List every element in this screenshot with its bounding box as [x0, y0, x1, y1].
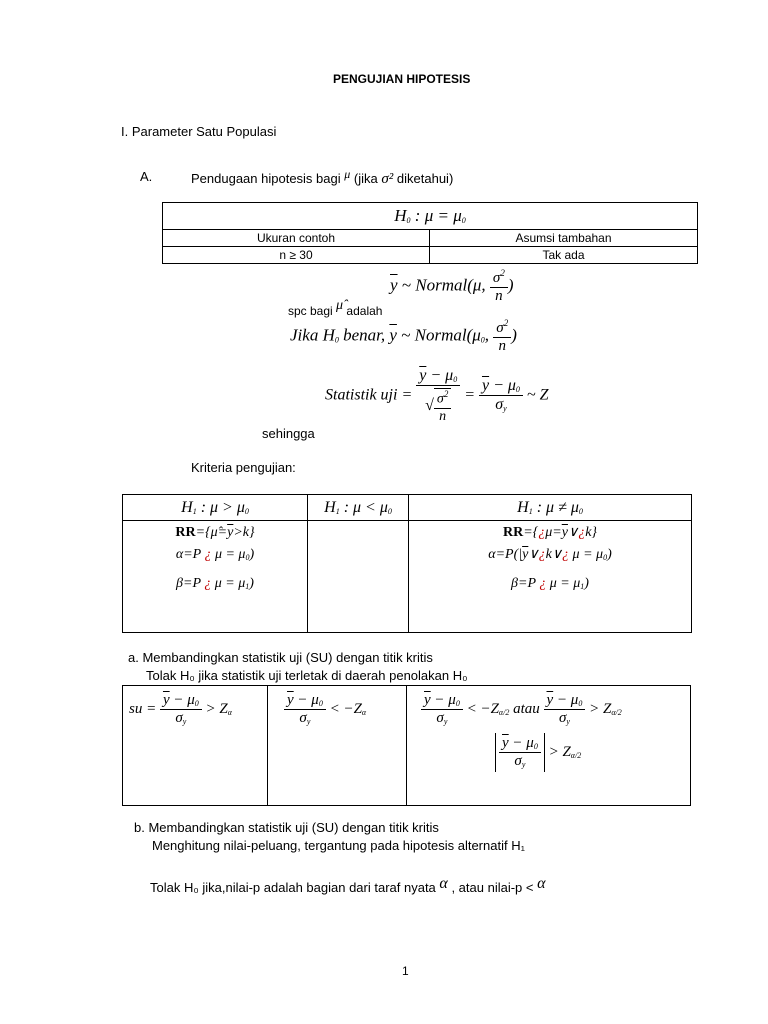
rr-right: $RR=\{¿\mu=\overline{y}\vee¿k\}$ [502, 525, 598, 540]
su-greater: su = $\frac{\overline{y} - \mu_0}{\sigma_y}$ > $Z_\alpha$ [129, 692, 232, 726]
alpha-symbol: α [439, 875, 448, 892]
page-title: PENGUJIAN HIPOTESIS [333, 72, 471, 86]
kriteria-heading: Kriteria pengujian: [191, 460, 296, 475]
subsection-text [191, 167, 453, 188]
su-less: $\frac{\overline{y} - \mu_0}{\sigma_y}$ < $-Z_\alpha$ [268, 692, 406, 727]
part-b-line3-after: , atau nilai-p < [451, 880, 534, 895]
alpha-right: $\alpha=P(|\overline{y}\vee¿k\vee¿$ $\mu = \mu_0$) [488, 547, 612, 562]
subsection-text-before: Pendugaan hipotesis bagi [191, 171, 341, 186]
part-b-line1: b. Membandingkan statistik uji (SU) dengan titik kritis [134, 820, 439, 835]
col-header-assumption: Asumsi tambahan [430, 230, 698, 247]
mu-symbol: μ [344, 167, 351, 181]
subsection-letter: A. [140, 169, 153, 184]
sehingga-text: sehingga [262, 426, 315, 441]
h1-less: $H_1$ : $\mu < \mu_0$ [324, 498, 392, 516]
page-number: 1 [402, 964, 409, 978]
su-two-sided: $\frac{\overline{y} - \mu_0}{\sigma_y}$ < $-Z_{\alpha/2}$ atau $\frac{\overline{y} - \mu_0}{\sigma_y}$ > $Z_{\alpha/2}$ [407, 692, 690, 727]
assumption-table [162, 202, 698, 264]
jika-formula: Jika $H_0$ benar, $\overline{y}$ ~ $Normal(\mu_0$, $\frac{\sigma^2}{n}$ ) [290, 318, 517, 354]
part-a-line1: a. Membandingkan statistik uji (SU) dengan titik kritis [128, 650, 433, 665]
jika-text: (jika [353, 171, 378, 186]
diketahui-text: diketahui) [396, 171, 454, 186]
h1-greater: $H_1$ : $\mu > \mu_0$ [181, 498, 249, 516]
section-heading: I. Parameter Satu Populasi [121, 124, 277, 139]
alpha-left: α=P ¿ $\mu = \mu_0$) [175, 547, 255, 562]
criteria-table [122, 494, 692, 633]
rr-left: $RR=\{\mû=\overline{y}>k\}$ [175, 525, 255, 540]
part-b-line3-text: Tolak H₀ jika,nilai-p adalah bagian dari taraf nyata [150, 880, 436, 895]
spc-formula: $\overline{y}$ ~ Normal(μ, $\frac{\sigma^2}{n}$ ) [390, 268, 514, 304]
mu-hat-symbol: μ̂ [336, 298, 344, 313]
h0-hypothesis: $H_0$ : $\mu = \mu_0$ [394, 206, 466, 225]
statistik-formula: Statistik uji = $\overline{y} - \mu_0$ √ $\frac{\sigma^2}{n}$ = $\frac{\overline{y} - \mu_0}{\sigma_y}$ ~ Z [325, 367, 549, 424]
adalah-text: adalah [346, 304, 383, 318]
sigma-squared-symbol: σ² [381, 171, 394, 187]
col-header-sample-size: Ukuran contoh [163, 230, 430, 247]
h1-not-equal: $H_1$ : $\mu \ne \mu_0$ [517, 498, 583, 516]
cell-assumption: Tak ada [430, 247, 698, 264]
rejection-table [122, 685, 691, 806]
spc-text: spc bagi [288, 304, 333, 318]
part-b-line2: Menghitung nilai-peluang, tergantung pada hipotesis alternatif H₁ [152, 838, 525, 853]
su-absolute: $\frac{\overline{y} - \mu_0}{\sigma_y}$ > $Z_{\alpha/2}$ [407, 727, 690, 772]
beta-right: β=P ¿ $\mu = \mu_1$) [511, 576, 589, 591]
part-a-line2: Tolak H₀ jika statistik uji terletak di daerah penolakan H₀ [146, 668, 468, 683]
part-b-line3 [150, 875, 546, 895]
beta-left: β=P ¿ $\mu = \mu_1$) [176, 576, 254, 591]
empty-cell [308, 521, 409, 633]
spc-label [288, 298, 382, 318]
cell-sample-size: n ≥ 30 [163, 247, 430, 264]
alpha-symbol-2: α [537, 875, 546, 892]
